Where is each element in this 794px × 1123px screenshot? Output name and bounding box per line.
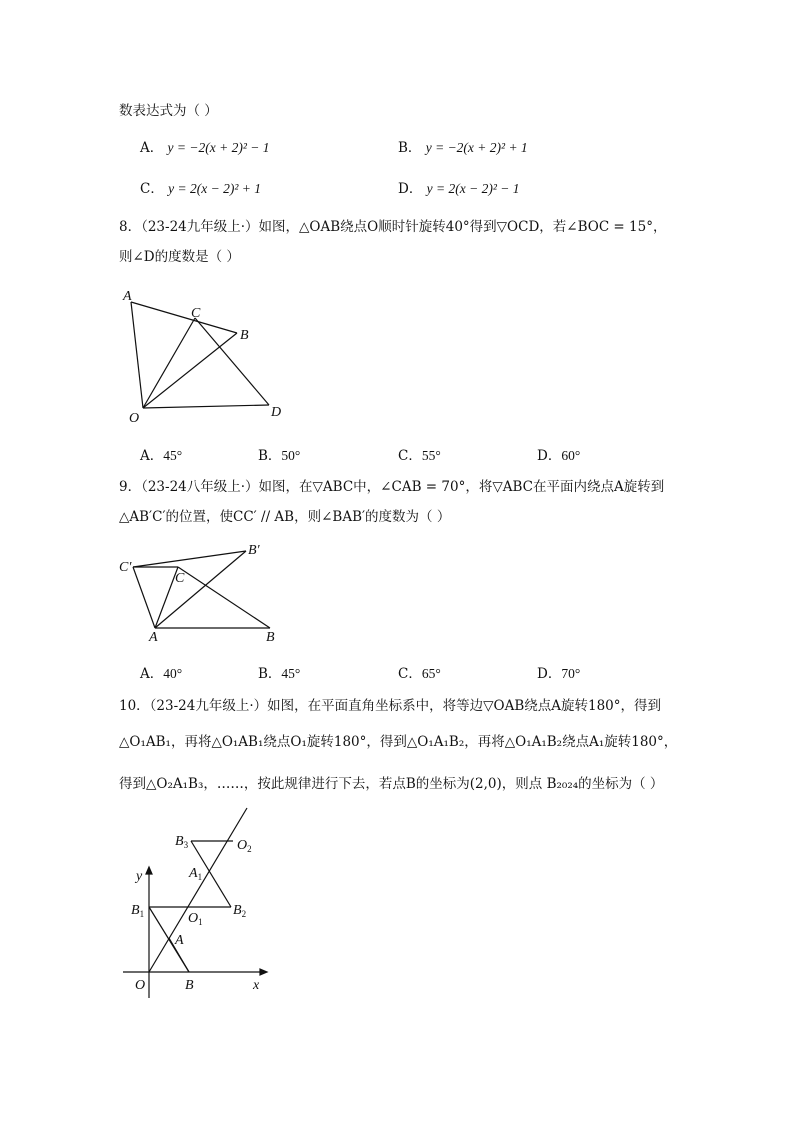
q9-option-c[interactable] [398,665,441,683]
label-B1: $B_1$ [131,903,145,919]
option-letter: D． [398,181,423,197]
q10-stem-line1: 10．（23-24九年级上·）如图，在平面直角坐标系中，将等边▽OAB绕点A旋转180°，得到 [119,698,662,714]
option-value: 45° [163,448,183,463]
line-through-origin [149,808,247,972]
option-letter: A． [140,140,164,156]
q7-option-d[interactable] [398,180,519,198]
option-letter: B． [258,448,282,464]
x-axis-arrow [260,969,267,975]
label-O1: $O_1$ [188,911,203,927]
q8-stem-line2: 则∠D的度数是（ ） [119,249,240,265]
segment-AO [131,302,143,408]
option-value: 55° [421,448,441,463]
label-C: C [191,306,201,321]
label-O: O [135,978,146,993]
q9-option-b[interactable] [258,665,300,683]
label-B: B [266,630,275,645]
label-A: A [175,933,184,948]
q8-stem-line1: 8．（23-24九年级上·）如图，△OAB绕点O顺时针旋转40°得到▽OCD，若∠BOC = 15°， [119,219,667,235]
label-B2: $B_2$ [233,903,247,919]
option-value: 60° [561,448,581,463]
q10-stem-line2: △O₁AB₁，再将△O₁AB₁绕点O₁旋转180°，得到△O₁A₁B₂，再将△O₁A₁B₂绕点A₁旋转180°， [119,734,678,750]
label-x: x [253,978,260,993]
label-B: B [185,978,194,993]
q8-option-d[interactable] [537,447,580,465]
option-formula: y = −2(x + 2)² − 1 [167,140,270,155]
q10-figure [115,808,295,1008]
q8-option-a[interactable] [140,447,182,465]
option-formula: y = 2(x − 2)² − 1 [426,181,520,196]
q9-option-a[interactable] [140,665,182,683]
option-value: 45° [281,666,301,681]
option-value: 65° [421,666,441,681]
label-D: D [271,405,282,420]
segment-C1A [133,567,155,628]
q7-stem-tail: 数表达式为（ ） [119,103,218,119]
label-A: A [123,289,132,304]
q9-option-d[interactable] [537,665,580,683]
label-C-prime: C′ [119,560,132,575]
q8-option-c[interactable] [398,447,441,465]
label-B3: $B_3$ [175,834,189,850]
segment-AB [131,302,237,333]
option-letter: D． [537,666,562,682]
label-y: y [136,869,143,884]
option-letter: B． [258,666,282,682]
option-letter: A． [140,666,164,682]
label-B: B [240,328,249,343]
label-A1: $A_1$ [189,866,203,882]
label-B-prime: B′ [248,543,260,558]
option-letter: B． [398,140,422,156]
option-letter: D． [537,448,562,464]
option-formula: y = −2(x + 2)² + 1 [425,140,528,155]
option-value: 40° [163,666,183,681]
q9-stem-line1: 9．（23-24八年级上·）如图，在▽ABC中，∠CAB = 70°，将▽ABC在平面内绕点A旋转到 [119,479,665,495]
option-letter: C． [398,666,422,682]
segment-OB [143,333,237,408]
option-formula: y = 2(x − 2)² + 1 [168,181,261,196]
label-C: C [175,571,185,586]
q9-figure [115,538,295,648]
option-letter: A． [140,448,164,464]
option-letter: C． [140,181,164,197]
q9-stem-line2: △AB′C′的位置，使CC′ // AB，则∠BAB′的度数为（ ） [119,509,451,525]
q8-option-b[interactable] [258,447,300,465]
segment-OD [143,405,269,408]
label-O2: $O_2$ [237,838,252,854]
label-A: A [149,630,158,645]
q10-stem-line3: 得到△O₂A₁B₃，……，按此规律进行下去，若点B的坐标为(2,0)，则点 B₂₀₂₄的坐标为（ ） [119,776,664,792]
option-letter: C． [398,448,422,464]
q7-option-a[interactable] [140,139,270,157]
q8-figure [120,285,300,425]
option-value: 70° [561,666,581,681]
q7-option-b[interactable] [398,139,528,157]
y-axis-arrow [146,867,152,874]
option-value: 50° [281,448,301,463]
label-O: O [129,411,140,426]
q7-option-c[interactable] [140,180,261,198]
segment-OC [143,318,195,408]
